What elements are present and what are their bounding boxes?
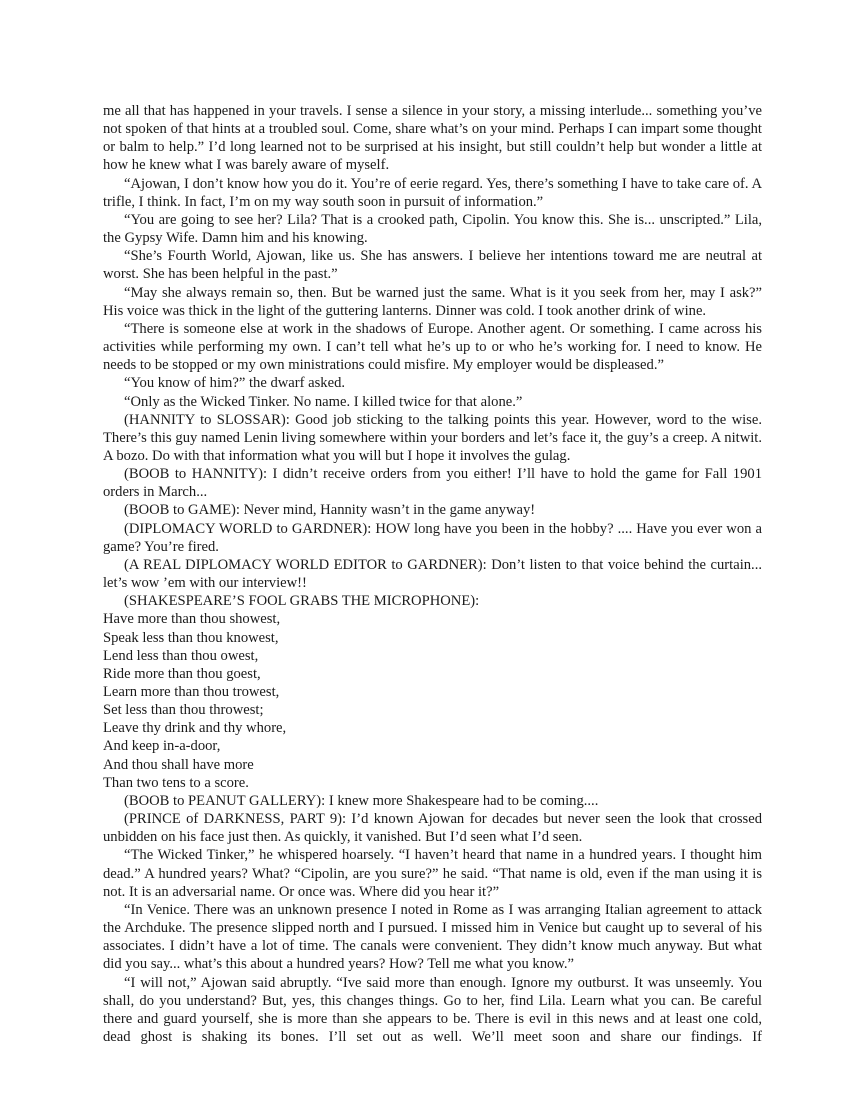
document-page (103, 102, 762, 1046)
paragraph: “The Wicked Tinker,” he whispered hoarsely. “I haven’t heard that name in a hundred years. I thought him dead.” A hundred years? What? “Cipolin, are you sure?” he said. “That name is old, even if the man using it is not. It is an adversarial name. Or once was. Where did you hear it?” (103, 847, 762, 900)
verse-block (103, 610, 762, 792)
verse-line: Leave thy drink and thy whore, (103, 720, 287, 737)
paragraph: (BOOB to PEANUT GALLERY): I knew more Shakespeare had to be coming.... (124, 792, 599, 809)
verse-line: Ride more than thou goest, (103, 665, 261, 682)
paragraph: “In Venice. There was an unknown presence I noted in Rome as I was arranging Italian agreement to attack the Archduke. The presence slipped north and I pursued. I missed him in Venice but caught up to several of his associates. I didn’t have a lot of time. The canals were convenient. They didn’t know much anyway. But what did you say... what’s this about a hundred years? How? Tell me what you know.” (103, 901, 762, 973)
paragraph: (BOOB to HANNITY): I didn’t receive orders from you either! I’ll have to hold the game for Fall 1901 orders in March... (103, 466, 762, 501)
paragraph: (A REAL DIPLOMACY WORLD EDITOR to GARDNER): Don’t listen to that voice behind the curtain... let’s wow ’em with our interview!! (103, 556, 762, 592)
verse-line: And thou shall have more (103, 756, 254, 773)
paragraph: me all that has happened in your travels. I sense a silence in your story, a missing interlude... something you’ve not spoken of that hints at a troubled soul. Come, share what’s on your mind. Perhaps I can impart some thought or balm to help.” I’d long learned not to be surprised at his insight, but still couldn’t help but wonder a little at how he knew what I was barely aware of myself. (103, 103, 762, 174)
paragraph: “May she always remain so, then. But be warned just the same. What is it you seek from her, may I ask?” His voice was thick in the light of the guttering lanterns. Dinner was cold. I took another drink of wine. (103, 284, 762, 319)
verse-line: Speak less than thou knowest, (103, 629, 279, 646)
verse-line: Have more than thou showest, (103, 611, 281, 628)
verse-line: Lend less than thou owest, (103, 647, 259, 664)
paragraph: (PRINCE of DARKNESS, PART 9): I’d known Ajowan for decades but never seen the look that crossed unbidden on his face just then. As quickly, it vanished. But I’d seen what I’d seen. (103, 811, 762, 846)
paragraph: (BOOB to GAME): Never mind, Hannity wasn’t in the game anyway! (124, 502, 536, 519)
verse-line: Learn more than thou trowest, (103, 684, 280, 700)
paragraph: (SHAKESPEARE’S FOOL GRABS THE MICROPHONE): (124, 593, 480, 610)
verse-line: Than two tens to a score. (103, 774, 249, 791)
paragraph: “You are going to see her? Lila? That is a crooked path, Cipolin. You know this. She is... unscripted.” Lila, the Gypsy Wife. Damn him and his knowing. (103, 211, 762, 247)
paragraph: (HANNITY to SLOSSAR): Good job sticking to the talking points this year. However, word to the wise. There’s this guy named Lenin living somewhere within your borders and let’s face it, the guy’s a creep. A nitwit. A bozo. Do with that information what you will but I hope it involves the gulag. (103, 411, 762, 464)
paragraph: “Ajowan, I don’t know how you do it. You’re of eerie regard. Yes, there’s something I have to take care of. A trifle, I think. In fact, I’m on my way south soon in pursuit of information.” (103, 175, 762, 210)
paragraph: “You know of him?” the dwarf asked. (124, 375, 346, 392)
paragraph: “I will not,” Ajowan said abruptly. “Ive said more than enough. Ignore my outburst. It was unseemly. You shall, do you understand? But, yes, this changes things. Go to her, find Lila. Learn what you can. Be careful there and guard yourself, she is more than she appears to be. There is evil in this news and at least one cold, dead ghost is shaking its bones. I’ll set out as well. We’ll meet soon and share our findings. If (103, 974, 762, 1045)
paragraph: “There is someone else at work in the shadows of Europe. Another agent. Or something. I came across his activities while performing my own. I can’t tell what he’s up to or who he’s working for. I need to know. He needs to be stopped or my own ministrations could misfire. My employer would be displeased.” (103, 320, 762, 374)
paragraph: “She’s Fourth World, Ajowan, like us. She has answers. I believe her intentions toward me are neutral at worst. She has been helpful in the past.” (103, 248, 762, 283)
verse-line: And keep in-a-door, (103, 738, 221, 755)
paragraph: (DIPLOMACY WORLD to GARDNER): HOW long have you been in the hobby? .... Have you ever won a game? You’re fired. (103, 520, 762, 555)
verse-line: Set less than thou throwest; (103, 702, 264, 719)
paragraph: “Only as the Wicked Tinker. No name. I killed twice for that alone.” (124, 393, 523, 410)
